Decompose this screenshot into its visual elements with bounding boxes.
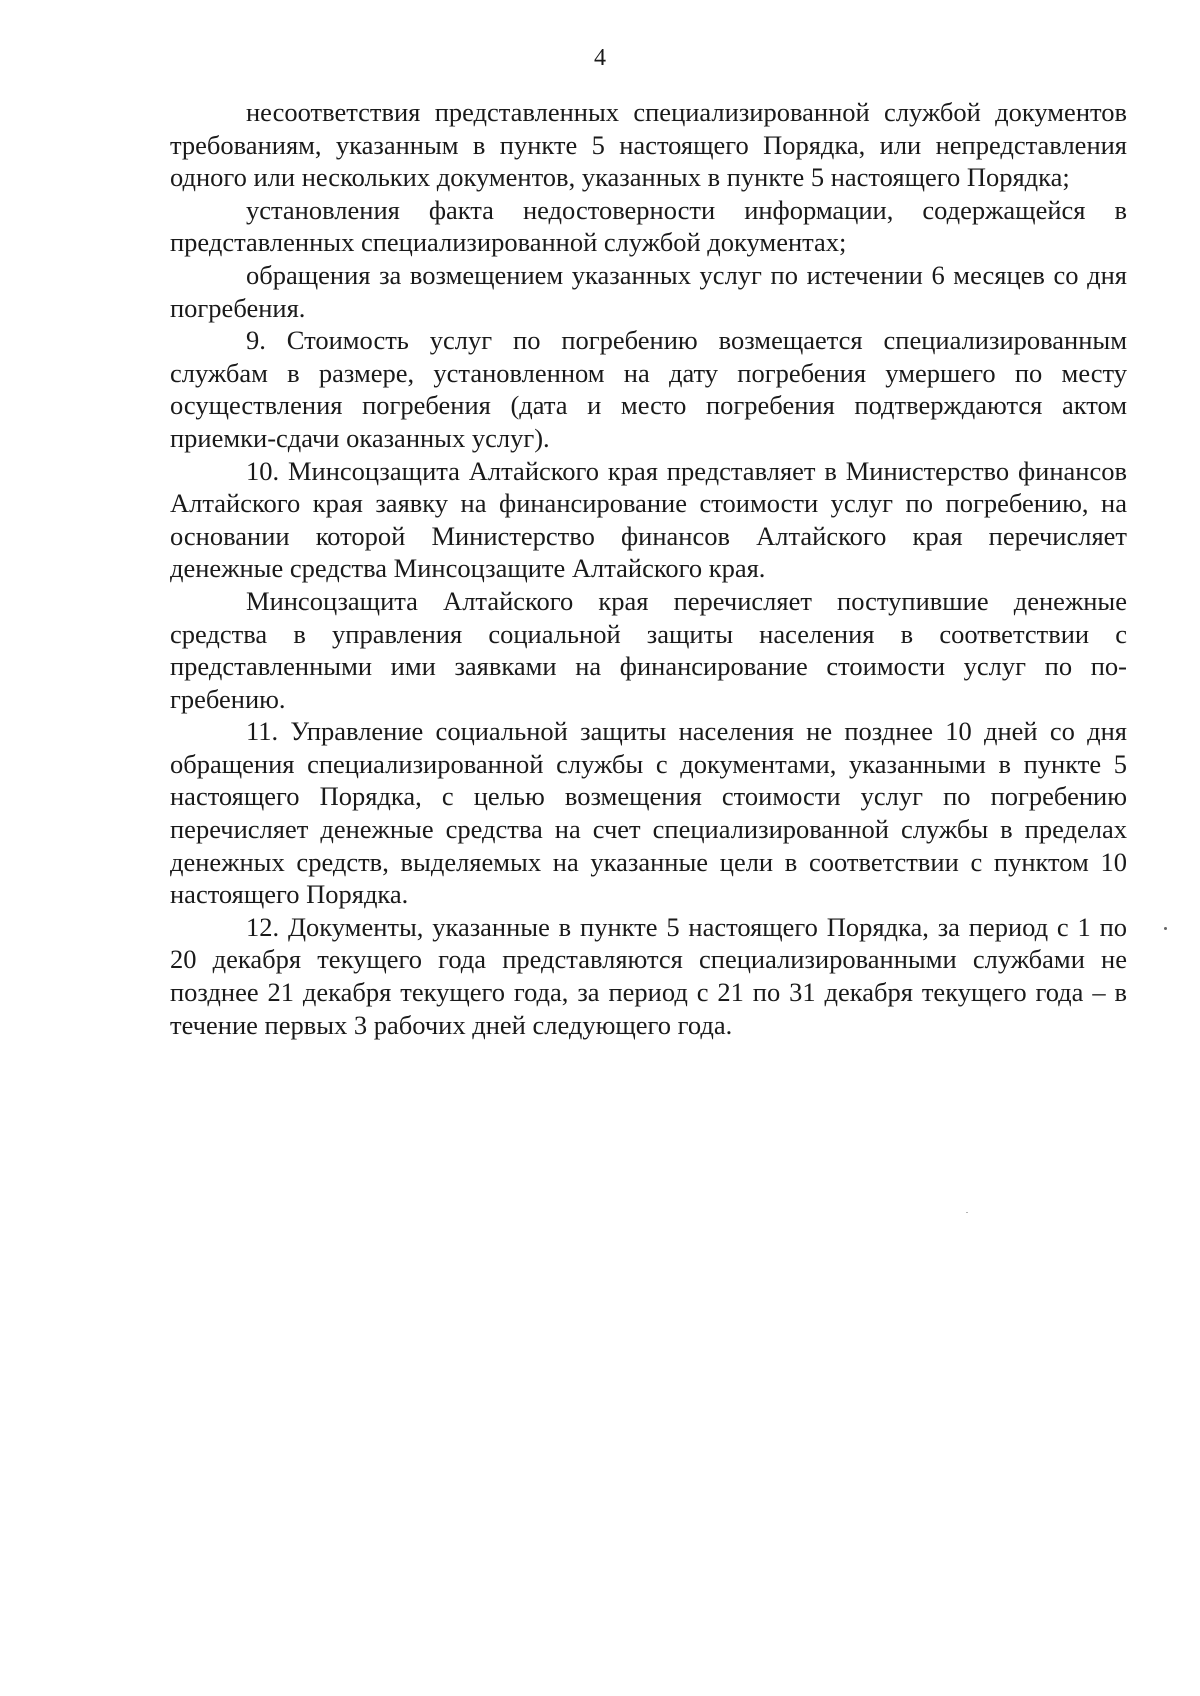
paragraph-item-11: 11. Управление социальной защиты населения не позднее 10 дней со дня обращения специализированной службы с документами, указанными в пункте 5 настоящего Порядка, с целью возмещения стоимости услуг по погребению перечисляет денежные средства на счет специализированной службы в пределах денежных средств, выделяемых на указанные цели в соответствии с пунктом 10 настоящего Порядка. — [170, 716, 1127, 910]
scan-speck — [1164, 927, 1167, 930]
paragraph-item-9: 9. Стоимость услуг по погребению возмещается специализированным службам в размере, установленном на дату погребения умершего по месту осуществления погребения (дата и место погребения подтверждаются актом приемки-сдачи оказанных услуг). — [170, 325, 1127, 453]
document-body — [170, 96, 1127, 1041]
paragraph-deadline: обращения за возмещением указанных услуг по истечении 6 месяцев со дня погребения. — [170, 259, 1127, 323]
paragraph-item-12: 12. Документы, указанные в пункте 5 настоящего Порядка, за период с 1 по 20 декабря текущего года представляются специализированными службами не позднее 21 декабря текущего года, за период с 21 по 31 декабря текущего года – в течение первых 3 рабочих дней следующего года. — [170, 911, 1127, 1040]
paragraph-item-10: 10. Минсоцзащита Алтайского края представляет в Министерство финансов Алтайского края заявку на финансирование стоимости услуг по погребению, на основании которой Министерство финансов Алтайского края перечисляет денежные средства Минсоцзащите Алтайского края. — [170, 455, 1127, 584]
scan-speck — [966, 1212, 968, 1213]
paragraph-inaccuracy: установления факта недостоверности информации, содержащейся в представленных специализированной службой документах; — [170, 194, 1127, 258]
paragraph-item-10-continued: Минсоцзащита Алтайского края перечисляет поступившие денежные средства в управления социальной защиты населения в соответствии с представленными ими заявками на финансирование стоимости услуг по погребению. — [170, 585, 1127, 714]
page-number: 4 — [594, 45, 606, 71]
paragraph-nonconformity: несоответствия представленных специализированной службой документов требованиям, указанным в пункте 5 настоящего Порядка, или непредставления одного или нескольких документов, указанных в пункте 5 настоящего Порядка; — [170, 97, 1127, 193]
